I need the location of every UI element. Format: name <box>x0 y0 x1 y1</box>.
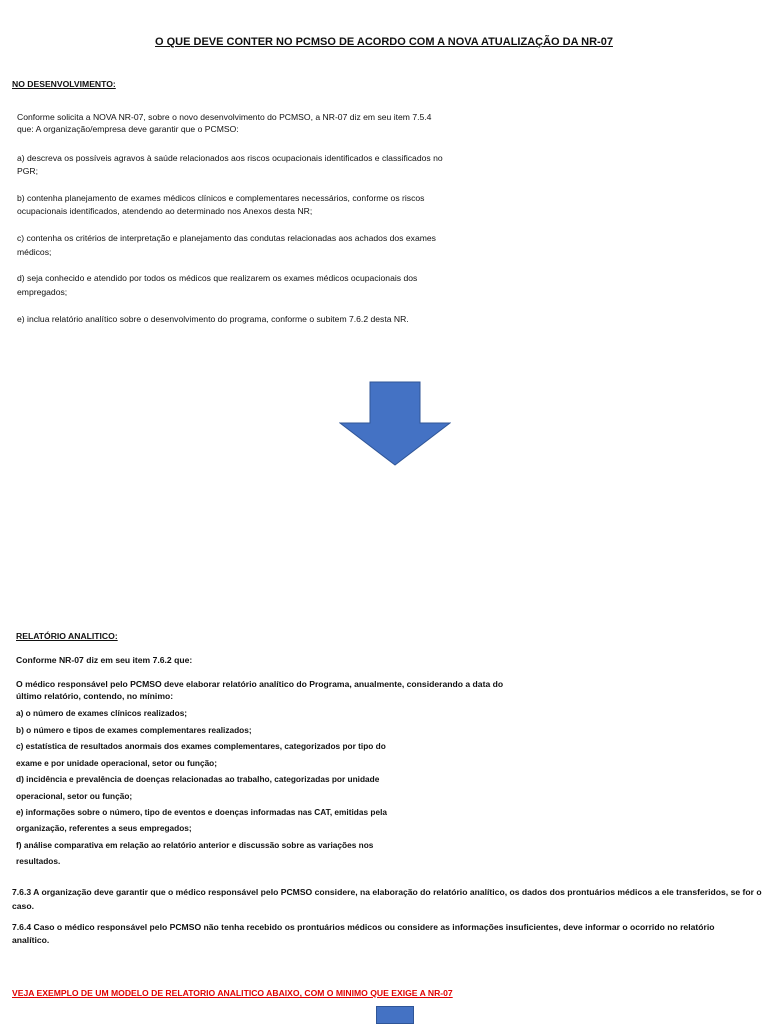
relatorio-item-line: operacional, setor ou função; <box>16 791 133 801</box>
item-b-line-2: ocupacionais identificados, atendendo ao determinado nos Anexos desta NR; <box>17 206 313 216</box>
relatorio-intro: Conforme NR-07 diz em seu item 7.6.2 que: <box>16 655 193 665</box>
relatorio-lead-line-2: último relatório, contendo, no mínimo: <box>16 691 174 701</box>
section-heading-desenvolvimento: NO DESENVOLVIMENTO: <box>12 79 116 89</box>
section-heading-relatorio: RELATÓRIO ANALITICO: <box>16 631 118 641</box>
item-e-line-1: e) inclua relatório analítico sobre o desenvolvimento do programa, conforme o subitem 7.6.2 desta NR. <box>17 314 409 324</box>
relatorio-item-line: exame e por unidade operacional, setor ou função; <box>16 758 218 768</box>
item-764-line-1: 7.6.4 Caso o médico responsável pelo PCMSO não tenha recebido os prontuários médicos ou considere as informações insuficientes, deve informar o ocorrido no relatório <box>12 922 715 932</box>
item-a-line-2: PGR; <box>17 166 39 176</box>
relatorio-item-line: f) análise comparativa em relação ao relatório anterior e discussão sobre as variações nos <box>16 840 374 850</box>
arrow-top-partial-icon <box>376 1006 414 1024</box>
arrow-down-icon <box>339 381 451 467</box>
item-d-line-1: d) seja conhecido e atendido por todos os médicos que realizarem os exames médicos ocupacionais dos <box>17 273 418 283</box>
relatorio-item-line: resultados. <box>16 856 61 866</box>
item-d-line-2: empregados; <box>17 287 68 297</box>
relatorio-item-line: b) o número e tipos de exames complementares realizados; <box>16 725 252 735</box>
intro-line-2: que: A organização/empresa deve garantir que o PCMSO: <box>17 124 239 134</box>
relatorio-item-line: d) incidência e prevalência de doenças relacionadas ao trabalho, categorizadas por unidade <box>16 774 380 784</box>
relatorio-item-line: e) informações sobre o número, tipo de eventos e doenças informadas nas CAT, emitidas pela <box>16 807 387 817</box>
item-763-line-2: caso. <box>12 901 34 911</box>
relatorio-item-line: organização, referentes a seus empregados; <box>16 823 192 833</box>
relatorio-lead-line-1: O médico responsável pelo PCMSO deve elaborar relatório analítico do Programa, anualmente, considerando a data do <box>16 679 504 689</box>
item-c-line-1: c) contenha os critérios de interpretação e planejamento das condutas relacionadas aos achados dos exames <box>17 233 436 243</box>
document-title: O QUE DEVE CONTER NO PCMSO DE ACORDO COM A NOVA ATUALIZAÇÃO DA NR-07 <box>155 36 613 48</box>
item-764-line-2: analítico. <box>12 935 50 945</box>
item-b-line-1: b) contenha planejamento de exames médicos clínicos e complementares necessários, conforme os riscos <box>17 193 425 203</box>
example-note-link: VEJA EXEMPLO DE UM MODELO DE RELATORIO ANALITICO ABAIXO, COM O MINIMO QUE EXIGE A NR-07 <box>12 988 453 998</box>
relatorio-item-line: c) estatística de resultados anormais dos exames complementares, categorizados por tipo do <box>16 741 386 751</box>
intro-line-1: Conforme solicita a NOVA NR-07, sobre o novo desenvolvimento do PCMSO, a NR-07 diz em seu item 7.5.4 <box>17 112 432 122</box>
item-763-line-1: 7.6.3 A organização deve garantir que o médico responsável pelo PCMSO considere, na elaboração do relatório analítico, os dados dos prontuários médicos a ele transferidos, se for o <box>12 887 762 897</box>
item-c-line-2: médicos; <box>17 247 52 257</box>
relatorio-item-line: a) o número de exames clínicos realizados; <box>16 708 188 718</box>
item-a-line-1: a) descreva os possíveis agravos à saúde relacionados aos riscos ocupacionais identificados e classificados no <box>17 153 443 163</box>
